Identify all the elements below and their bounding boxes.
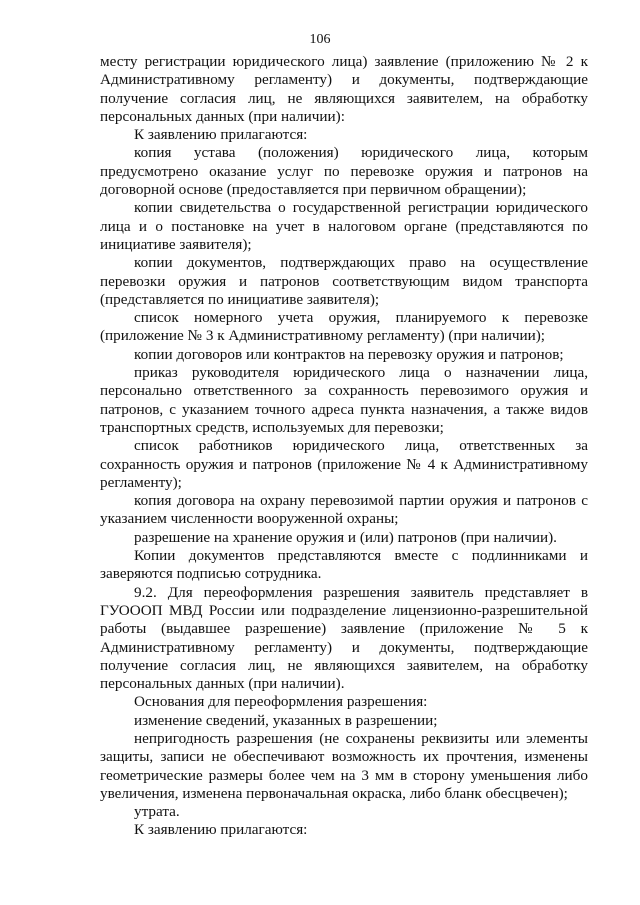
paragraph: непригодность разрешения (не сохранены реквизиты или элементы защиты, записи не обеспечивают возможность их прочтения, изменены геометрические размеры более чем на 3 мм в сторону уменьшения либо увеличения, изменена первоначальная окраска, либо бланк обесцвечен); [100,729,588,802]
paragraph: утрата. [134,803,180,821]
paragraph: Копии документов представляются вместе с подлинниками и заверяются подписью сотрудника. [100,547,588,583]
paragraph: разрешение на хранение оружия и (или) патронов (при наличии). [134,528,557,546]
paragraph: приказ руководителя юридического лица о назначении лица, персонально ответственного за сохранность перевозимого оружия и патронов, с указанием точного адреса пункта назначения, а также видов транспортных средств, используемых для перевозки; [100,364,588,436]
page-number: 106 [309,32,331,47]
paragraph: копии договоров или контрактов на перевозку оружия и патронов; [134,345,564,363]
paragraph: К заявлению прилагаются: [134,821,308,839]
paragraph: список номерного учета оружия, планируемого к перевозке (приложение № 3 к Административному регламенту) (при наличии); [100,309,588,345]
paragraph: 9.2. Для переоформления разрешения заявитель представляет в ГУОООП МВД России или подразделение лицензионно-разрешительной работы (выдавшее разрешение) заявление (приложение № 5 к Административному регламенту) и документы, подтверждающие получение согласия лиц, не являющихся заявителем, на обработку персональных данных (при наличии). [100,583,588,693]
paragraph: копия договора на охрану перевозимой партии оружия и патронов с указанием численности вооруженной охраны; [100,492,588,528]
paragraph: копия устава (положения) юридического лица, которым предусмотрено оказание услуг по перевозке оружия и патронов на договорной основе (предоставляется при первичном обращении); [100,144,588,199]
paragraph: К заявлению прилагаются: [134,126,308,144]
paragraph: изменение сведений, указанных в разрешении; [134,711,438,729]
paragraph: список работников юридического лица, ответственных за сохранность оружия и патронов (приложение № 4 к Административному регламенту); [100,437,588,491]
paragraph: копии свидетельства о государственной регистрации юридического лица и о постановке на учет в налоговом органе (представляются по инициативе заявителя); [100,199,588,253]
paragraph: Основания для переоформления разрешения: [134,693,428,711]
paragraph: копии документов, подтверждающих право на осуществление перевозки оружия и патронов соответствующим видом транспорта (представляется по инициативе заявителя); [100,254,588,308]
document-body [100,53,588,840]
paragraph: месту регистрации юридического лица) заявление (приложению № 2 к Административному регламенту) и документы, подтверждающие получение согласия лиц, не являющихся заявителем, на обработку персональных данных (при наличии): [100,53,588,125]
